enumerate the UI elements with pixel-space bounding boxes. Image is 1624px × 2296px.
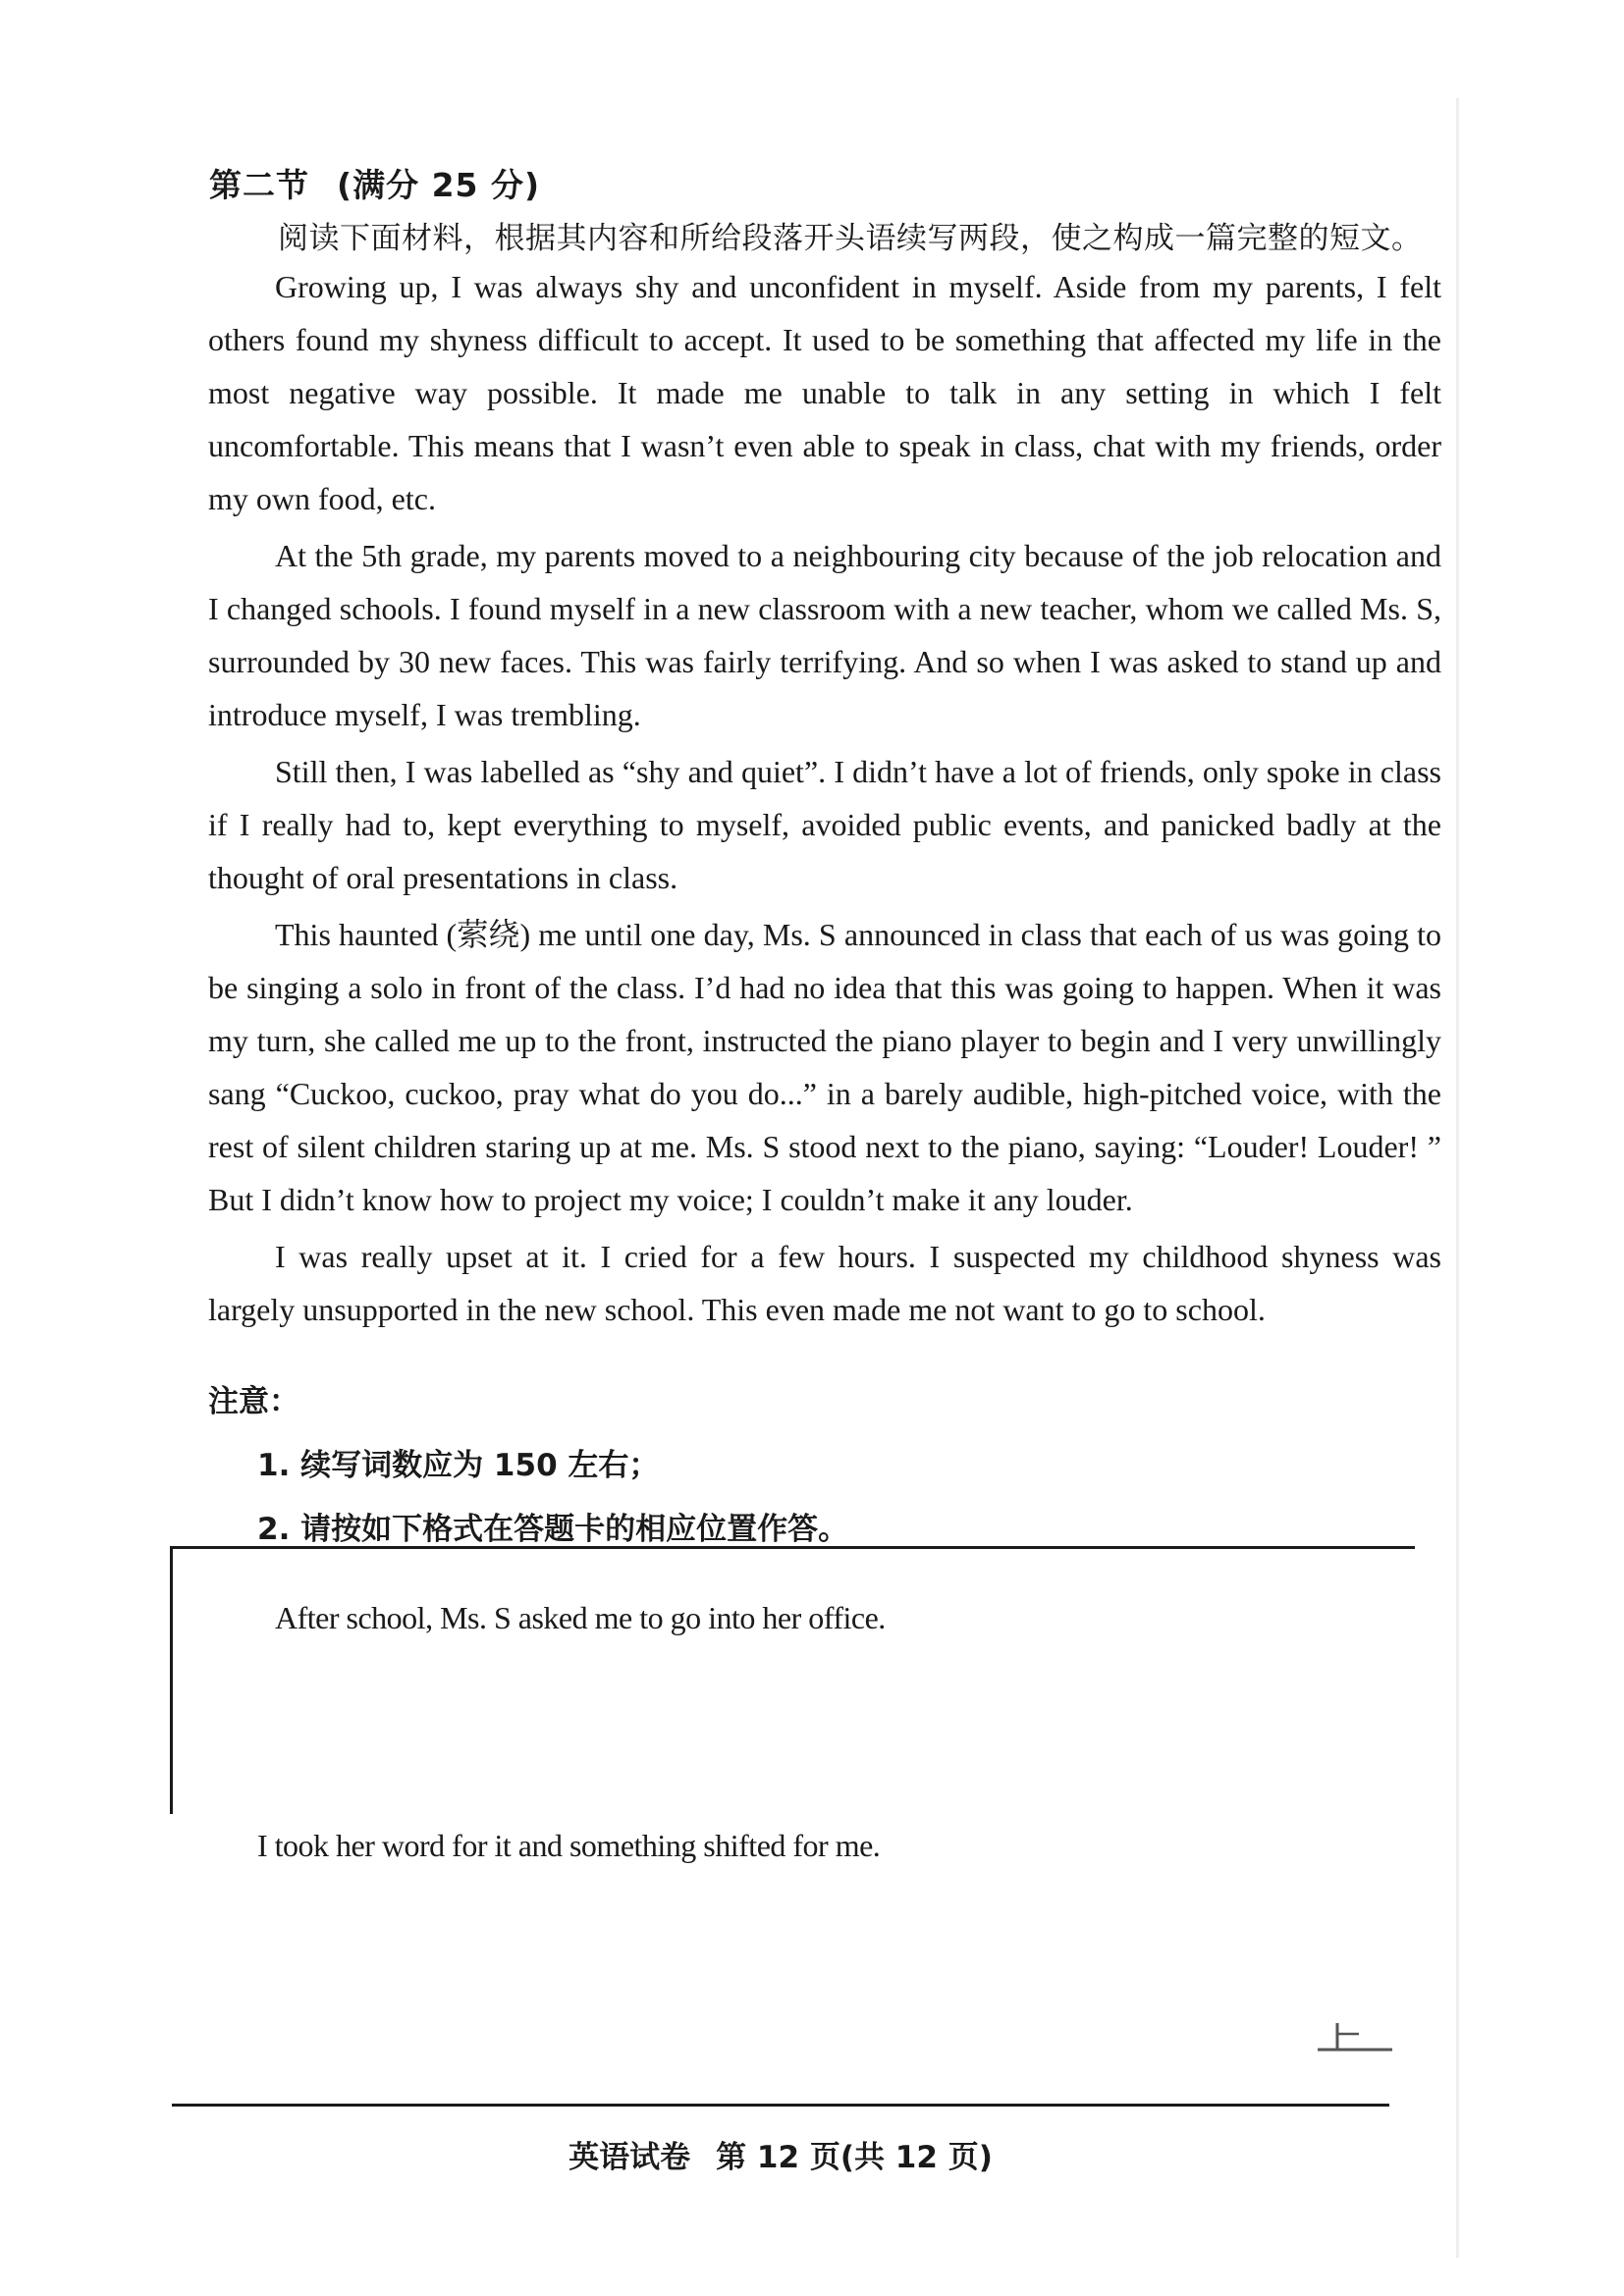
answer-box [170,1546,1415,1814]
scan-edge [1456,98,1459,2258]
section-title: 第二节 [209,166,309,204]
page-footer [0,2132,1389,2176]
reading-passage [208,260,1441,1340]
note-item-2: 2. 请按如下格式在答题卡的相应位置作答。 [257,1512,849,1547]
passage-paragraph-3: Still then, I was labelled as “shy and quiet”. I didn’t have a lot of friends, only spoke in class if I really had to, kept everything to myself, avoided public events, and panicked badly at the thought of oral presentations in class. [208,754,1441,895]
section-heading [209,160,540,206]
passage-paragraph-2: At the 5th grade, my parents moved to a neighbouring city because of the job relocation and I changed schools. I found myself in a new classroom with a new teacher, whom we called Ms. S, surrounded by 30 new faces. This was fairly terrifying. And so when I was asked to stand up and introduce myself, I was trembling. [208,538,1441,732]
footer-subject: 英语试卷 [568,2140,691,2175]
notes-label: 注意： [208,1384,299,1419]
paragraph-opener-2: I took her word for it and something shifted for me. [257,1828,881,1863]
footer-page-number: 第 12 页(共 12 页) [716,2140,993,2175]
passage-paragraph-4: This haunted (萦绕) me until one day, Ms. S announced in class that each of us was going to be singing a solo in front of the class. I’d had no idea that this was going to happen. When it was my turn, she called me up to the front, instructed the piano player to begin and I very unwillingly sang “Cuckoo, cuckoo, pray what do you do...” in a barely audible, high-pitched voice, with the rest of silent children staring up at me. Ms. S stood next to the piano, saying: “Louder! Louder! ” But I didn’t know how to project my voice; I couldn’t make it any louder. [208,917,1441,1217]
passage-paragraph-5: I was really upset at it. I cried for a few hours. I suspected my childhood shyness was largely unsupported in the new school. This even made me not want to go to school. [208,1239,1441,1327]
task-instruction: 阅读下面材料，根据其内容和所给段落开头语续写两段，使之构成一篇完整的短文。 [278,221,1423,256]
section-score: (满分 25 分) [337,166,541,204]
handwritten-mark [1316,2017,1394,2056]
footer-rule [172,2104,1389,2107]
paragraph-opener-1: After school, Ms. S asked me to go into her office. [275,1600,886,1635]
note-item-1: 1. 续写词数应为 150 左右； [257,1448,660,1483]
notes-section [208,1376,848,1568]
passage-paragraph-1: Growing up, I was always shy and unconfident in myself. Aside from my parents, I felt others found my shyness difficult to accept. It used to be something that affected my life in the most negative way possible. It made me unable to talk in any setting in which I felt uncomfortable. This means that I wasn’t even able to speak in class, chat with my friends, order my own food, etc. [208,269,1441,516]
